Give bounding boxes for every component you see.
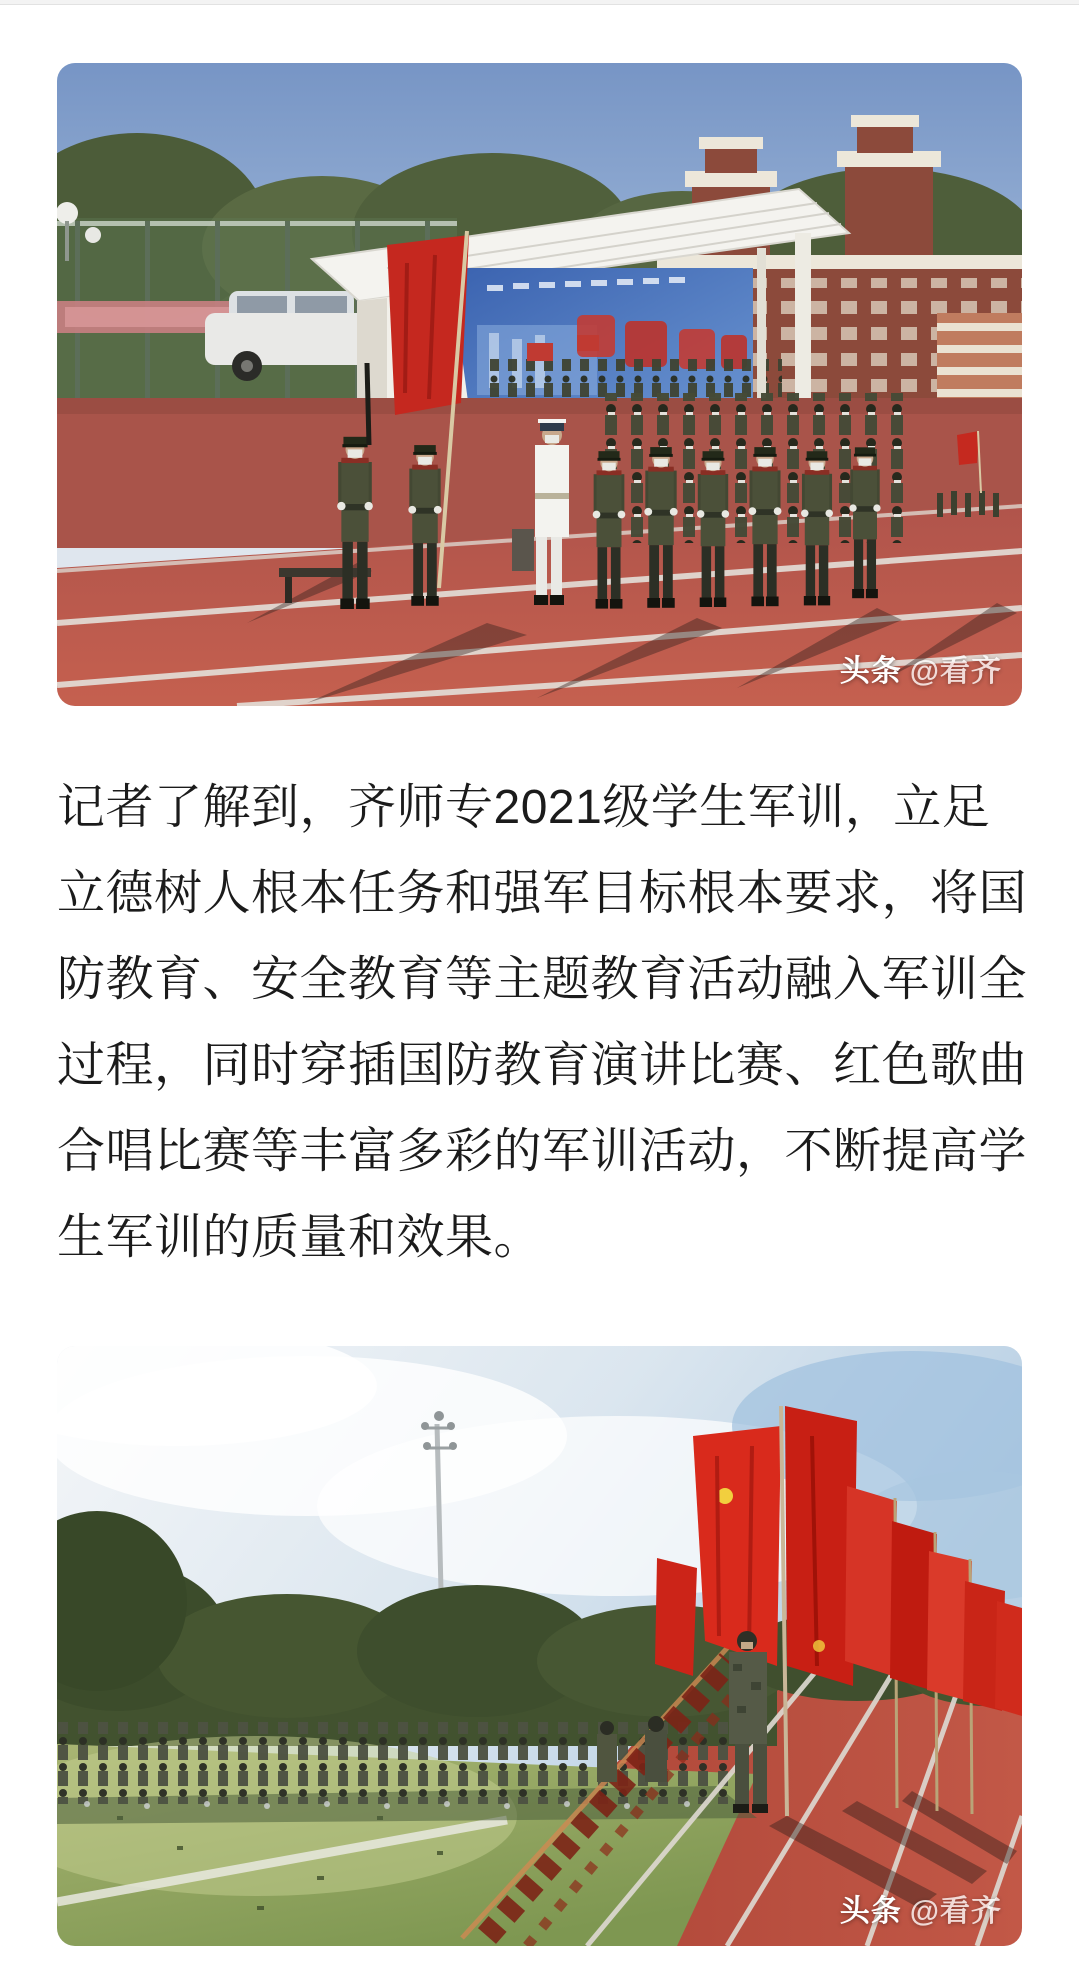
trash-bin <box>512 529 534 571</box>
red-flag-with-star <box>693 1426 781 1666</box>
watermark <box>840 1886 1002 1930</box>
red-flag <box>845 1486 897 1676</box>
watermark-handle: @看齐 <box>909 1895 1002 1928</box>
red-flag <box>995 1601 1022 1716</box>
article-photo-2[interactable] <box>57 1346 1022 1946</box>
paragraph-line: 生军训的质量和效果。 <box>57 1211 543 1264</box>
paragraph-line: 过程，同时穿插国防教育演讲比赛、红色歌曲 <box>57 1039 1028 1092</box>
rifle <box>367 363 369 445</box>
paragraph-line: 防教育、安全教育等主题教育活动融入军训全 <box>57 953 1028 1006</box>
paragraph-line: 记者了解到，齐师专2021级学生军训，立足 <box>57 781 991 834</box>
red-flag <box>655 1558 697 1676</box>
watermark <box>840 646 1002 690</box>
paragraph-line: 立德树人根本任务和强军目标根本要求，将国 <box>57 867 1028 920</box>
formation-scene <box>57 1346 1022 1946</box>
parade-scene <box>57 63 1022 706</box>
article-photo-1[interactable] <box>57 63 1022 706</box>
top-divider-bar <box>0 0 1079 5</box>
watermark-brand: 头条 <box>839 655 902 688</box>
article-paragraph <box>57 765 1032 1281</box>
watermark-brand: 头条 <box>839 1895 902 1928</box>
watermark-handle: @看齐 <box>909 655 1002 688</box>
small-red-flag <box>957 431 979 465</box>
paragraph-line: 合唱比赛等丰富多彩的军训活动，不断提高学 <box>57 1125 1028 1178</box>
